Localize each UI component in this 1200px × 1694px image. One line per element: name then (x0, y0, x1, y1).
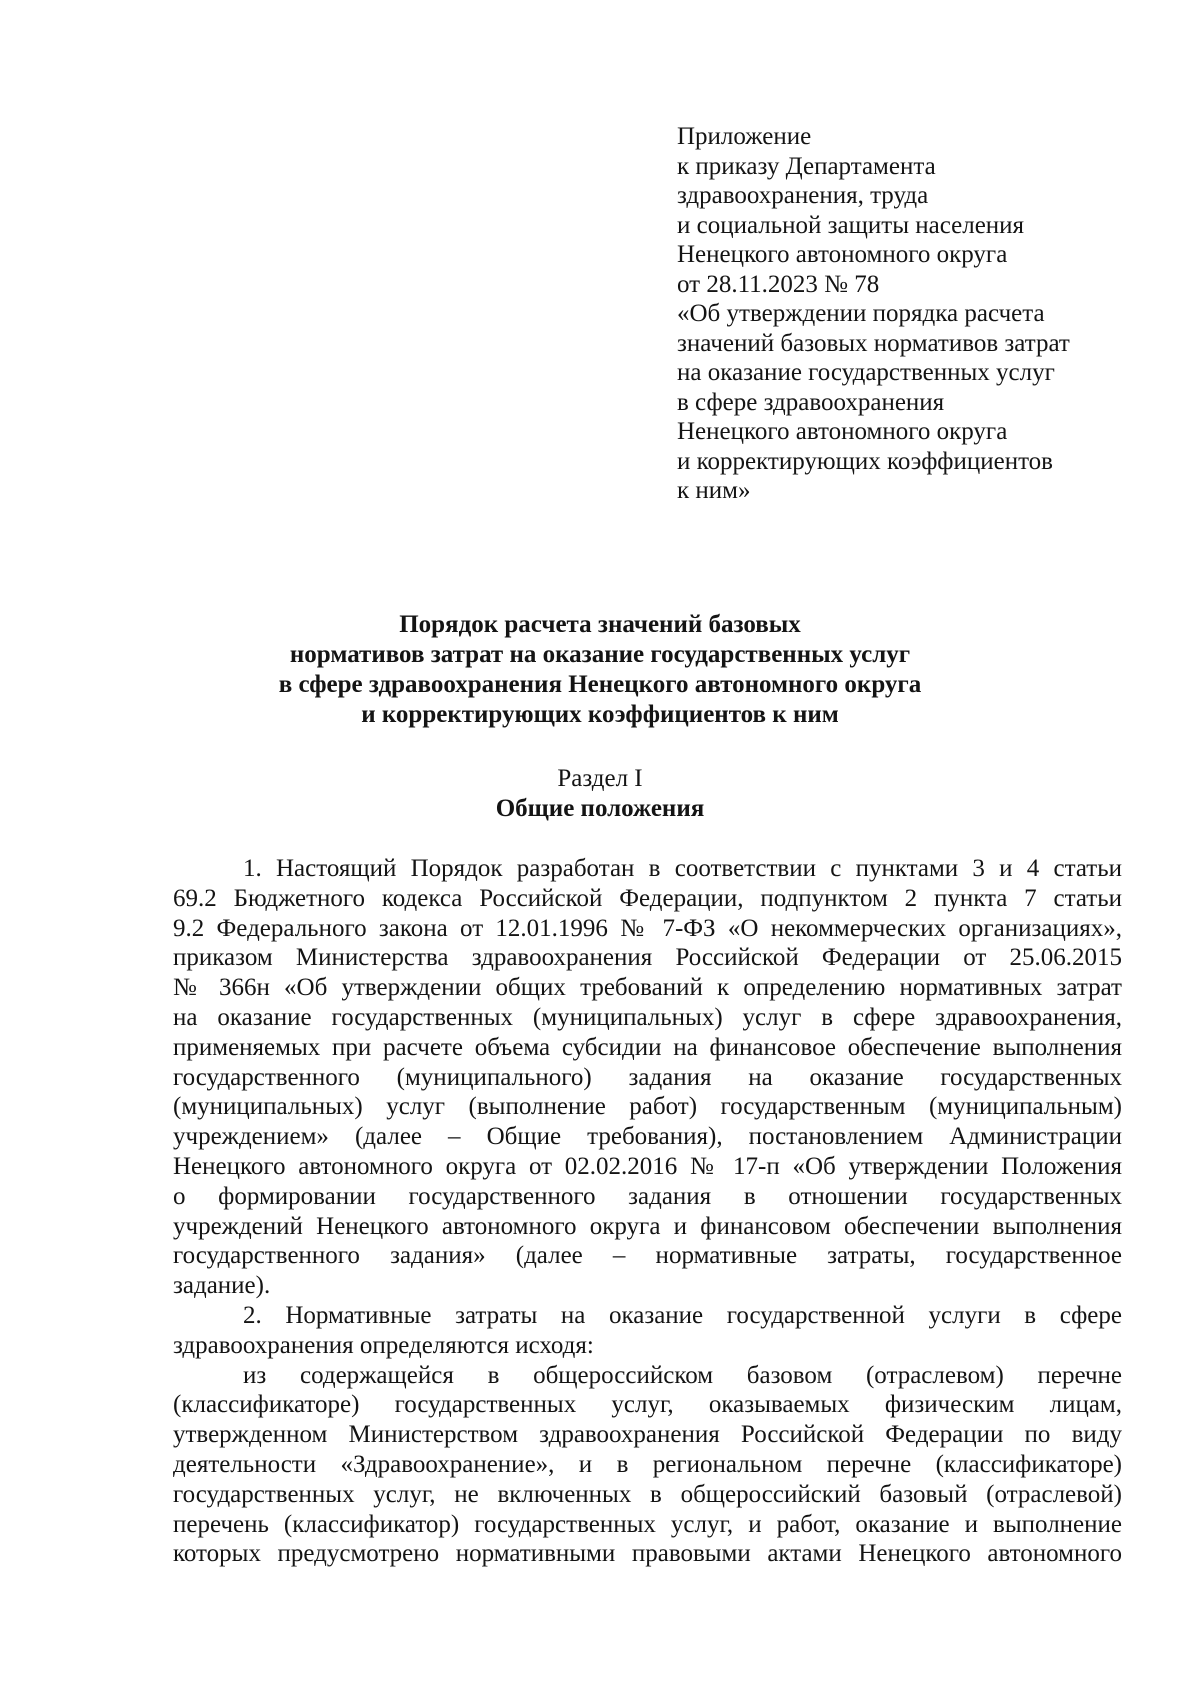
appendix-line: и социальной защиты населения (677, 211, 1025, 239)
appendix-header (677, 122, 1157, 506)
paragraph-line: государственного задания» (далее – нормативные затраты, государственное (173, 1242, 1122, 1270)
document-title (150, 610, 1050, 730)
paragraph-line: (классификаторе) государственных услуг, оказываемых физическим лицам, (173, 1391, 1122, 1419)
appendix-line: значений базовых нормативов затрат (677, 329, 1070, 357)
paragraph-line: приказом Министерства здравоохранения Российской Федерации от 25.06.2015 (173, 944, 1122, 972)
paragraph-line: государственного (муниципального) задания на оказание государственных (173, 1063, 1122, 1091)
paragraph-line: утвержденном Министерством здравоохранения Российской Федерации по виду (173, 1421, 1122, 1449)
paragraph-line: 69.2 Бюджетного кодекса Российской Федерации, подпунктом 2 пункта 7 статьи (173, 884, 1122, 912)
appendix-line: к ним» (677, 477, 751, 504)
body-text (173, 854, 1122, 1569)
paragraph-line: перечень (классификатор) государственных услуг, и работ, оказание и выполнение (173, 1510, 1122, 1538)
title-line: в сфере здравоохранения Ненецкого автономного округа (278, 671, 922, 698)
title-line: нормативов затрат на оказание государственных услуг (289, 641, 911, 668)
paragraph-line: учреждений Ненецкого автономного округа и финансовом обеспечении выполнения (173, 1212, 1122, 1240)
paragraph-line: деятельности «Здравоохранение», и в региональном перечне (классификаторе) (173, 1450, 1122, 1478)
title-line: Порядок расчета значений базовых (399, 611, 801, 638)
appendix-line: Приложение (677, 123, 812, 150)
paragraph-line: о формировании государственного задания в отношении государственных (173, 1182, 1122, 1210)
section-title: Общие положения (495, 795, 705, 822)
paragraph-line: № 366н «Об утверждении общих требований к определению нормативных затрат (173, 974, 1122, 1002)
title-line: и корректирующих коэффициентов к ним (361, 701, 839, 728)
appendix-line: на оказание государственных услуг (677, 359, 1055, 386)
paragraph-line: задание). (173, 1272, 271, 1300)
paragraph-line: 2. Нормативные затраты на оказание государственной услуги в сфере (243, 1301, 1122, 1329)
appendix-line: Ненецкого автономного округа (677, 241, 1008, 268)
appendix-line: здравоохранения, труда (677, 182, 929, 209)
paragraph-line: из содержащейся в общероссийском базовом (отраслевом) перечне (243, 1361, 1122, 1389)
paragraph-line: учреждением» (далее – Общие требования), постановлением Администрации (173, 1123, 1122, 1151)
paragraph-line: которых предусмотрено нормативными правовыми актами Ненецкого автономного (173, 1540, 1122, 1568)
paragraph-line: здравоохранения определяются исходя: (173, 1331, 594, 1359)
appendix-line: «Об утверждении порядка расчета (677, 300, 1045, 327)
paragraph-line: Ненецкого автономного округа от 02.02.2016 № 17-п «Об утверждении Положения (173, 1152, 1122, 1180)
paragraph-line: государственных услуг, не включенных в общероссийский базовый (отраслевой) (173, 1480, 1122, 1508)
paragraph-line: применяемых при расчете объема субсидии на финансовое обеспечение выполнения (173, 1033, 1122, 1061)
section-label: Раздел I (557, 765, 643, 792)
appendix-line: к приказу Департамента (677, 152, 936, 180)
paragraph-line: 1. Настоящий Порядок разработан в соответствии с пунктами 3 и 4 статьи (243, 855, 1122, 882)
paragraph-line: 9.2 Федерального закона от 12.01.1996 № 7-ФЗ «О некоммерческих организациях», (173, 914, 1122, 942)
paragraph-line: (муниципальных) услуг (выполнение работ) государственным (муниципальным) (173, 1093, 1122, 1121)
appendix-line: Ненецкого автономного округа (677, 418, 1008, 445)
appendix-line: от 28.11.2023 № 78 (677, 270, 880, 298)
paragraph-line: на оказание государственных (муниципальных) услуг в сфере здравоохранения, (173, 1003, 1122, 1031)
appendix-line: в сфере здравоохранения (677, 388, 945, 416)
appendix-line: и корректирующих коэффициентов (677, 447, 1053, 475)
